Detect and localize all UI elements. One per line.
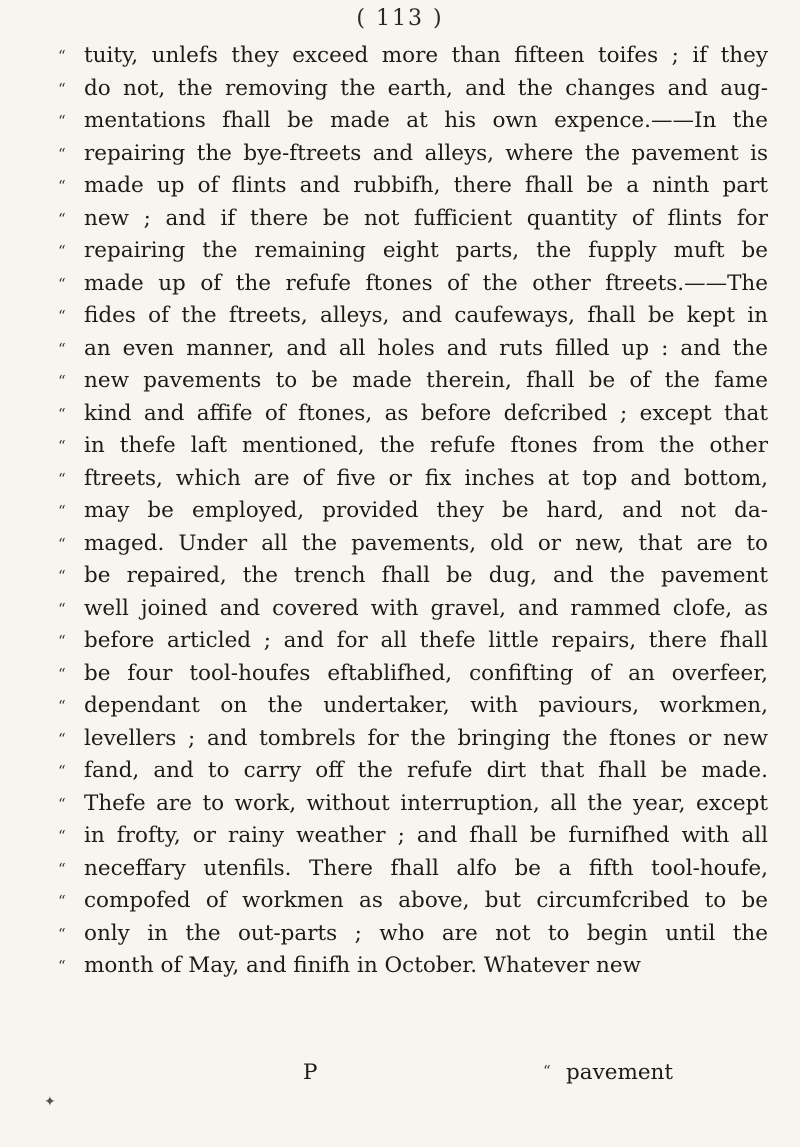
quote-mark: “ (58, 437, 66, 455)
quote-mark: “ (58, 697, 66, 715)
text-line (58, 235, 770, 268)
quote-mark: “ (58, 957, 66, 975)
line-text: be repaired, the trench fhall be dug, and the pavement (84, 563, 768, 588)
quote-mark: “ (58, 177, 66, 195)
text-line (58, 625, 770, 658)
text-line (58, 105, 770, 138)
text-line (58, 430, 770, 463)
text-line (58, 560, 770, 593)
text-line (58, 820, 770, 853)
quote-mark: “ (58, 599, 66, 618)
line-text: do not, the removing the earth, and the changes and aug- (84, 75, 768, 101)
quote-mark: “ (58, 209, 66, 228)
line-text: be four tool-houfes eftablifhed, confifting of an overfeer, (84, 660, 768, 686)
quote-mark: “ (58, 79, 66, 98)
quote-mark: “ (58, 274, 66, 293)
line-text: new ; and if there be not fufficient quantity of flints for (84, 205, 768, 231)
line-text: levellers ; and tombrels for the bringing the ftones or new (84, 725, 768, 751)
line-text: made up of the refufe ftones of the other ftreets.——The (84, 270, 768, 296)
quote-mark: “ (58, 762, 66, 780)
text-line (58, 755, 770, 788)
line-text: new pavements to be made therein, fhall be of the fame (84, 368, 768, 393)
catchword: pavement (566, 1060, 674, 1085)
quote-mark: “ (58, 144, 66, 163)
text-line (58, 593, 770, 626)
line-text: repairing the bye-ftreets and alleys, where the pavement is (84, 140, 768, 166)
quote-mark: “ (58, 502, 66, 520)
text-line (58, 723, 770, 756)
text-line (58, 170, 770, 203)
text-line (58, 203, 770, 236)
line-text: repairing the remaining eight parts, the fupply muft be (84, 238, 768, 263)
catchword-quote-mark: “ (543, 1062, 551, 1080)
quote-mark: “ (58, 469, 66, 488)
line-text: kind and affife of ftones, as before defcribed ; except that (84, 400, 768, 426)
line-text: fides of the ftreets, alleys, and caufeways, fhall be kept in (84, 303, 768, 328)
line-text: well joined and covered with gravel, and rammed clofe, as (84, 595, 768, 621)
text-line (58, 463, 770, 496)
text-line (58, 885, 770, 918)
quote-mark: “ (58, 794, 66, 813)
text-line (58, 365, 770, 398)
quote-mark: “ (58, 372, 66, 390)
text-line (58, 40, 770, 73)
quote-mark: “ (58, 47, 66, 65)
quote-mark: “ (58, 242, 66, 260)
text-line (58, 918, 770, 951)
text-line (58, 398, 770, 431)
text-line (58, 495, 770, 528)
text-line (58, 73, 770, 106)
text-line (58, 528, 770, 561)
line-text: may be employed, provided they be hard, and not da- (84, 498, 768, 523)
line-text: in frofty, or rainy weather ; and fhall be furnifhed with all (84, 823, 768, 848)
text-line (58, 788, 770, 821)
text-line (58, 268, 770, 301)
quote-mark: “ (58, 827, 66, 845)
quote-mark: “ (58, 339, 66, 358)
line-text: before articled ; and for all thefe little repairs, there fhall (84, 628, 768, 653)
line-text: compofed of workmen as above, but circumfcribed to be (84, 888, 768, 913)
quote-mark: “ (58, 404, 66, 423)
line-text: in thefe laft mentioned, the refufe ftones from the other (84, 433, 768, 458)
quote-mark: “ (58, 307, 66, 325)
page-footer (0, 1060, 800, 1094)
text-line (58, 333, 770, 366)
text-line (58, 853, 770, 886)
signature-mark: P (303, 1060, 318, 1085)
line-text: neceffary utenfils. There fhall alfo be a fifth tool-houfe, (84, 855, 768, 881)
line-text: fand, and to carry off the refufe dirt that fhall be made. (84, 758, 768, 783)
quote-mark: “ (58, 567, 66, 585)
line-text: month of May, and finifh in October. Whatever new (84, 953, 641, 978)
line-text: an even manner, and all holes and ruts filled up : and the (84, 335, 768, 361)
line-text: Thefe are to work, without interruption, all the year, except (84, 790, 768, 816)
text-line (58, 658, 770, 691)
line-text: only in the out-parts ; who are not to begin until the (84, 920, 768, 946)
quote-mark: “ (58, 534, 66, 553)
line-text: made up of flints and rubbifh, there fhall be a ninth part (84, 173, 768, 198)
body-text (58, 40, 770, 983)
text-line (58, 138, 770, 171)
quote-mark: “ (58, 632, 66, 650)
quote-mark: “ (58, 924, 66, 943)
line-text: ftreets, which are of five or fix inches at top and bottom, (84, 465, 768, 491)
page-number: ( 113 ) (356, 6, 444, 31)
text-line (58, 950, 770, 983)
quote-mark: “ (58, 892, 66, 910)
quote-mark: “ (58, 112, 66, 130)
quote-mark: “ (58, 664, 66, 683)
line-text: maged. Under all the pavements, old or new, that are to (84, 530, 768, 556)
text-line (58, 300, 770, 333)
line-text: dependant on the undertaker, with paviours, workmen, (84, 693, 768, 718)
quote-mark: “ (58, 729, 66, 748)
ornament-icon: ✦ (44, 1094, 56, 1110)
line-text: mentations fhall be made at his own expence.——In the (84, 108, 768, 133)
text-line (58, 690, 770, 723)
quote-mark: “ (58, 859, 66, 878)
line-text: tuity, unlefs they exceed more than fifteen toifes ; if they (84, 43, 768, 68)
